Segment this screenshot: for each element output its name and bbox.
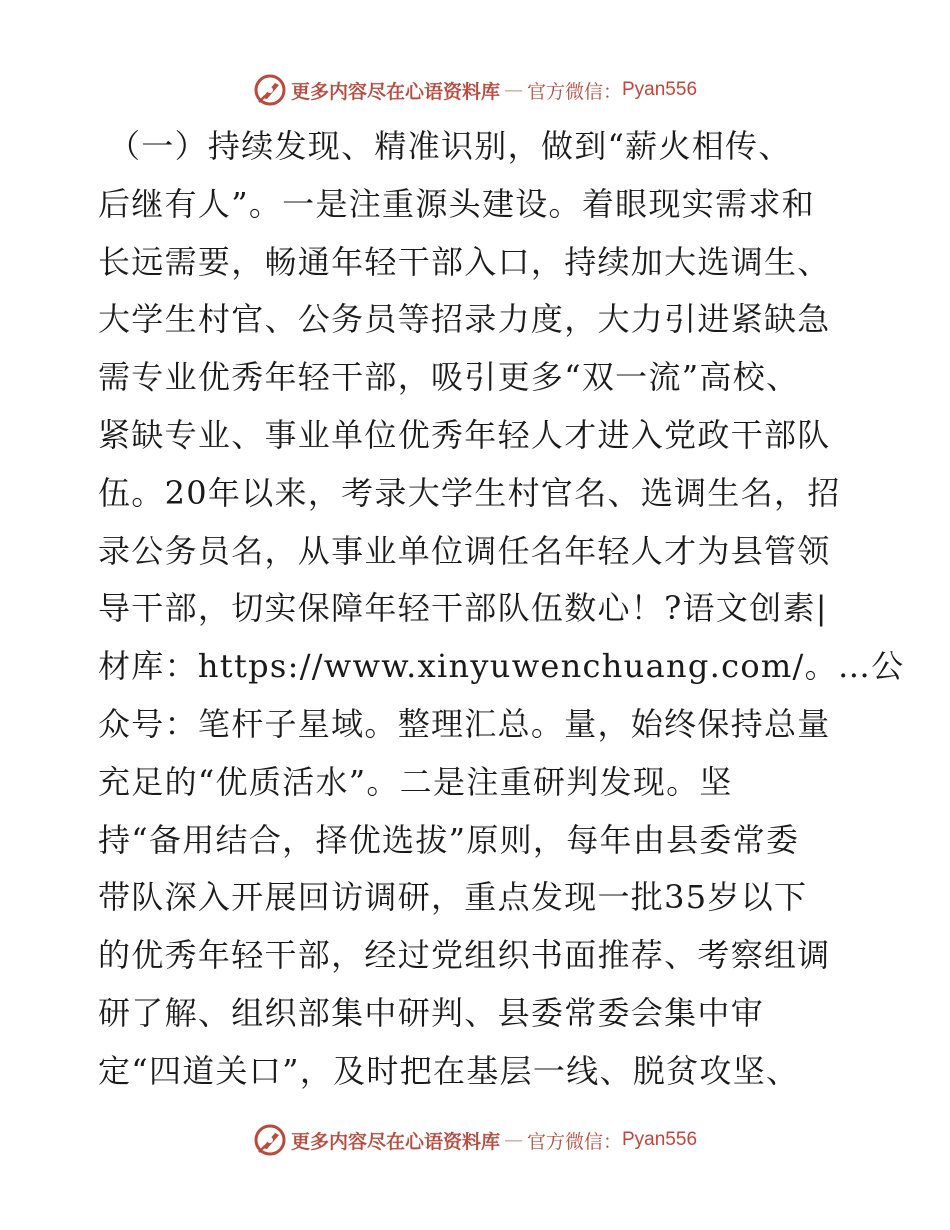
document-line: 材库：https://www.xinyuwenchuang.com/。…公	[98, 647, 905, 686]
document-line: 需专业优秀年轻干部，吸引更多“双一流”高校、	[98, 358, 800, 397]
document-line: （一）持续发现、精准识别，做到“薪火相传、	[108, 127, 792, 165]
red-quill-logo-icon	[253, 73, 287, 107]
banner-separator: —	[503, 79, 523, 101]
header-banner	[0, 70, 950, 110]
document-line: 导干部，切实保障年轻干部队伍数心！?语文创素|	[98, 589, 828, 628]
document-body	[98, 118, 905, 1101]
red-quill-logo-icon	[253, 1123, 287, 1157]
document-line: 带队深入开展回访调研，重点发现一批35岁以下	[98, 878, 808, 917]
banner-brand-text: 更多内容尽在心语资料库	[290, 80, 500, 103]
document-line: 持“备用结合，择优选拔”原则，每年由县委常委	[98, 820, 800, 859]
document-line: 的优秀年轻干部，经过党组织书面推荐、考察组调	[98, 936, 831, 975]
document-line: 紧缺专业、事业单位优秀年轻人才进入党政干部队	[98, 415, 831, 454]
footer-banner	[0, 1120, 950, 1160]
document-line: 研了解、组织部集中研判、县委常委会集中审	[98, 993, 765, 1032]
document-line: 伍。20年以来，考录大学生村官名、选调生名，招	[98, 473, 841, 512]
banner-wechat-id: Pyan556	[622, 1129, 698, 1150]
banner-separator: —	[503, 1129, 523, 1151]
document-line: 充足的“优质活水”。二是注重研判发现。坚	[98, 762, 733, 801]
document-line: 众号：笔杆子星域。整理汇总。量，始终保持总量	[98, 704, 831, 743]
banner-official-label: 官方微信：	[526, 1130, 622, 1153]
document-line: 录公务员名，从事业单位调任名年轻人才为县管领	[98, 531, 831, 570]
banner-brand-text: 更多内容尽在心语资料库	[290, 1130, 500, 1153]
banner-wechat-id: Pyan556	[622, 79, 698, 100]
document-line: 长远需要，畅通年轻干部入口，持续加大选调生、	[98, 242, 831, 281]
document-line: 大学生村官、公务员等招录力度，大力引进紧缺急	[98, 300, 831, 339]
document-line: 定“四道关口”，及时把在基层一线、脱贫攻坚、	[98, 1051, 800, 1090]
document-line: 后继有人”。一是注重源头建设。着眼现实需求和	[98, 184, 815, 223]
banner-official-label: 官方微信：	[526, 80, 622, 103]
